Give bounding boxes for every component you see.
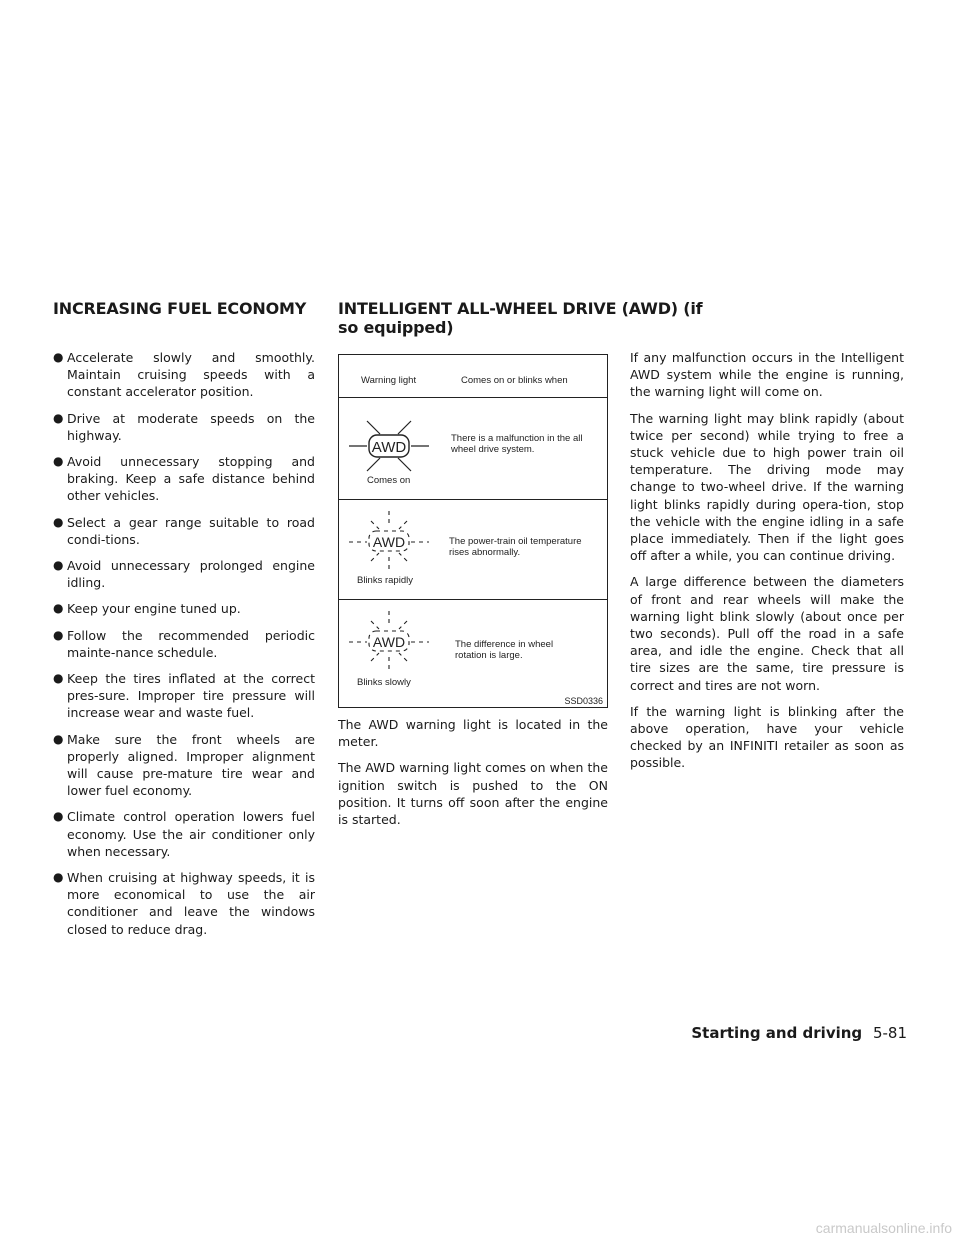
footer-page-number: 5-81 — [872, 1024, 907, 1042]
awd-details-column — [630, 349, 904, 781]
figure-code: SSD0336 — [564, 696, 603, 706]
fuel-tip-item — [53, 808, 315, 860]
fuel-tip-item — [53, 731, 315, 800]
figure-desc-malfunction: There is a malfunction in the all wheel drive system. — [451, 433, 583, 455]
bullet-icon: ● — [53, 671, 64, 686]
bullet-icon: ● — [53, 627, 64, 642]
fuel-tip-item — [53, 627, 315, 661]
figure-row-blinks-rapidly — [339, 499, 607, 599]
awd-icon-label: AWD — [371, 439, 407, 456]
figure-row-blinks-slowly — [339, 599, 607, 707]
fuel-tip-text: Keep your engine tuned up. — [67, 601, 241, 617]
fuel-tip-item — [53, 453, 315, 505]
heading-increasing-fuel-economy: INCREASING FUEL ECONOMY — [53, 299, 307, 318]
fuel-tip-item — [53, 600, 315, 617]
fuel-tip-item — [53, 514, 315, 548]
awd-icon-label: AWD — [372, 534, 406, 550]
watermark: carmanualsonline.info — [815, 1220, 952, 1236]
awd-detail-paragraph: If the warning light is blinking after the above operation, have your vehicle checked by an INFINITI retailer as soon as possible. — [630, 703, 904, 771]
fuel-tip-item — [53, 349, 315, 401]
figure-state-blinks-rapidly: Blinks rapidly — [357, 575, 413, 586]
bullet-icon: ● — [53, 601, 64, 616]
bullet-icon: ● — [53, 731, 64, 746]
awd-intro-paragraphs — [338, 716, 608, 828]
fuel-tip-item — [53, 557, 315, 591]
awd-intro-paragraph: The AWD warning light comes on when the ignition switch is pushed to the ON position. It turns off soon after the engine is started. — [338, 760, 608, 828]
fuel-tip-text: Drive at moderate speeds on the highway. — [67, 410, 315, 443]
fuel-tip-text: Select a gear range suitable to road condi-tions. — [67, 514, 315, 547]
bullet-icon: ● — [53, 809, 64, 824]
fuel-tip-text: Climate control operation lowers fuel economy. Use the air conditioner only when necessary. — [67, 809, 315, 859]
figure-header-warning-light: Warning light — [361, 375, 417, 386]
fuel-economy-column — [53, 349, 315, 947]
figure-desc-oil-temperature: The power-train oil temperature rises abnormally. — [449, 536, 582, 558]
fuel-tips-list — [53, 349, 315, 938]
awd-warning-blinking-rapid-icon — [347, 509, 431, 575]
figure-state-blinks-slowly: Blinks slowly — [357, 677, 411, 688]
fuel-tip-text: Follow the recommended periodic mainte-nance schedule. — [67, 627, 315, 660]
bullet-icon: ● — [53, 514, 64, 529]
awd-warning-blinking-slow-icon — [347, 609, 431, 675]
awd-detail-paragraph: The warning light may blink rapidly (about twice per second) while trying to free a stuck vehicle due to high power train oil temperature. The driving mode may change to two-wheel drive. If the warning light blinks rapidly during opera-tion, stop the vehicle with the engine idling in a safe place immediately. Then if the light goes off after a while, you can continue driving. — [630, 410, 904, 564]
awd-details-paragraphs — [630, 349, 904, 772]
figure-header-comes-on-or-blinks: Comes on or blinks when — [461, 375, 568, 386]
figure-desc-wheel-rotation: The difference in wheel rotation is large. — [455, 639, 554, 661]
bullet-icon: ● — [53, 350, 64, 364]
fuel-tip-text: Make sure the front wheels are properly aligned. Improper alignment will cause pre-mature tire wear and lower fuel economy. — [67, 731, 315, 799]
awd-detail-paragraph: If any malfunction occurs in the Intelligent AWD system while the engine is running, the warning light will come on. — [630, 350, 904, 400]
bullet-icon: ● — [53, 870, 64, 885]
footer-section-title: Starting and driving — [691, 1024, 863, 1042]
fuel-tip-text: Accelerate slowly and smoothly. Maintain cruising speeds with a constant accelerator position. — [67, 350, 315, 400]
bullet-icon: ● — [53, 410, 64, 425]
awd-detail-paragraph: A large difference between the diameters of front and rear wheels will make the warning light blink slowly (about once per two seconds). Pull off the road in a safe area, and idle the engine. Check that all tire sizes are the same, tire pressure is correct and tires are not worn. — [630, 574, 904, 693]
awd-warning-solid-icon — [347, 405, 431, 477]
heading-awd-line2: so equipped) — [338, 318, 454, 337]
heading-awd-line1: INTELLIGENT ALL-WHEEL DRIVE (AWD) (if — [338, 299, 703, 318]
heading-intelligent-awd — [338, 299, 702, 337]
fuel-tip-item — [53, 869, 315, 938]
fuel-tip-item — [53, 670, 315, 722]
bullet-icon: ● — [53, 558, 64, 573]
awd-intro-paragraph: The AWD warning light is located in the meter. — [338, 717, 608, 750]
fuel-tip-text: Keep the tires inflated at the correct pres-sure. Improper tire pressure will increase wear and waste fuel. — [67, 671, 315, 721]
bullet-icon: ● — [53, 454, 64, 469]
fuel-tip-text: Avoid unnecessary stopping and braking. Keep a safe distance behind other vehicles. — [67, 454, 315, 504]
page-footer — [691, 1024, 907, 1042]
figure-state-comes-on: Comes on — [367, 475, 411, 486]
fuel-tip-text: Avoid unnecessary prolonged engine idling. — [67, 558, 315, 591]
fuel-tip-text: When cruising at highway speeds, it is more economical to use the air conditioner and leave the windows closed to reduce drag. — [67, 870, 315, 937]
awd-warning-light-figure — [338, 354, 608, 708]
awd-intro-column — [338, 716, 608, 837]
awd-icon-label: AWD — [372, 634, 406, 650]
fuel-tip-item — [53, 410, 315, 444]
figure-row-comes-on — [339, 397, 607, 499]
